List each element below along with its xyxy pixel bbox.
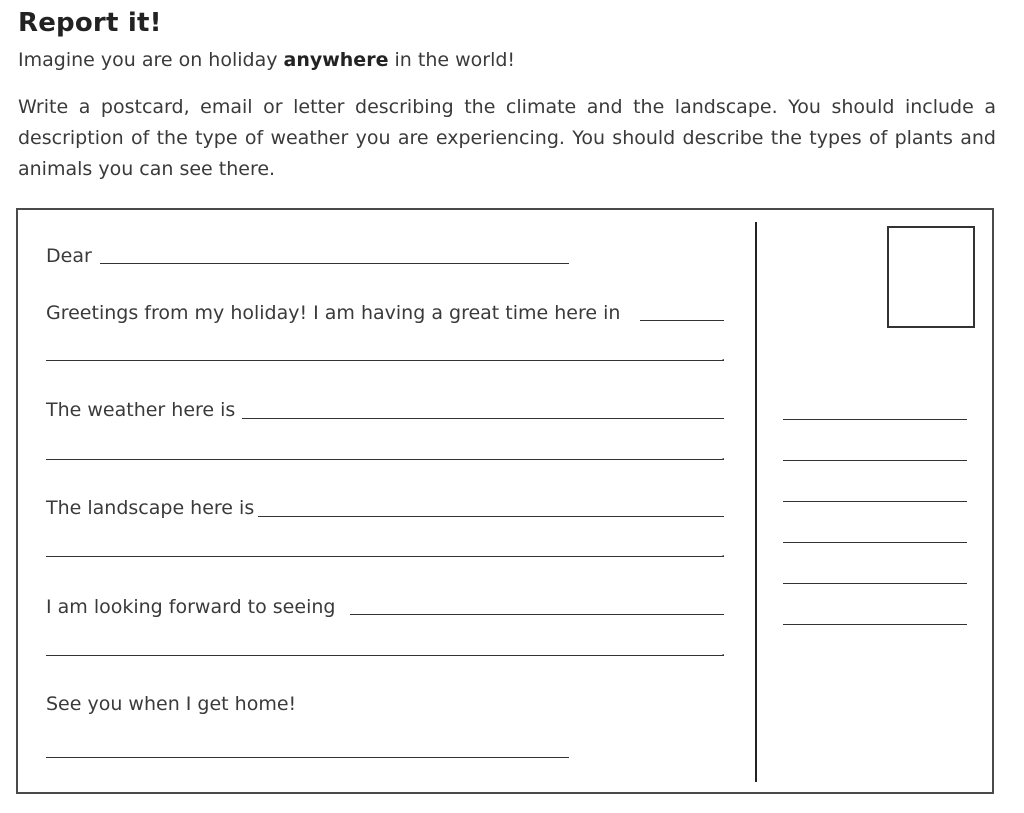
greeting-sentence: Greetings from my holiday! I am having a great time here in <box>46 302 621 324</box>
recipient-line[interactable] <box>100 263 569 264</box>
weather-line[interactable] <box>242 418 724 419</box>
landscape-line-continued[interactable] <box>46 556 724 557</box>
intro-text <box>18 47 515 73</box>
address-line[interactable] <box>783 624 967 625</box>
sentence-end-dot: . <box>721 545 726 561</box>
intro-emphasis: anywhere <box>283 49 389 71</box>
address-line[interactable] <box>783 583 967 584</box>
postcard-divider <box>755 222 757 782</box>
landscape-line[interactable] <box>258 516 724 517</box>
worksheet-title: Report it! <box>18 8 162 38</box>
address-line[interactable] <box>783 501 967 502</box>
address-line[interactable] <box>783 460 967 461</box>
location-line-continued[interactable] <box>46 360 724 361</box>
address-line[interactable] <box>783 542 967 543</box>
task-instructions: Write a postcard, email or letter describing the climate and the landscape. You should include a description of the type of weather you are experiencing. You should describe the types of plants and animals you can see there. <box>18 96 996 180</box>
dear-label: Dear <box>46 245 92 267</box>
sentence-end-dot: . <box>721 644 726 660</box>
signature-line[interactable] <box>46 757 569 758</box>
stamp-box <box>887 226 975 328</box>
sentence-end-dot: . <box>721 349 726 365</box>
location-line[interactable] <box>640 320 724 321</box>
forward-line-continued[interactable] <box>46 655 724 656</box>
landscape-sentence: The landscape here is <box>46 497 255 519</box>
weather-sentence: The weather here is <box>46 399 236 421</box>
weather-line-continued[interactable] <box>46 459 724 460</box>
forward-sentence: I am looking forward to seeing <box>46 596 336 618</box>
sentence-end-dot: . <box>721 448 726 464</box>
closing-sentence: See you when I get home! <box>46 693 297 715</box>
forward-line[interactable] <box>350 614 724 615</box>
intro-text-start: Imagine you are on holiday <box>18 49 284 71</box>
postcard-template <box>16 208 994 794</box>
address-line[interactable] <box>783 419 967 420</box>
intro-text-end: in the world! <box>388 49 516 71</box>
